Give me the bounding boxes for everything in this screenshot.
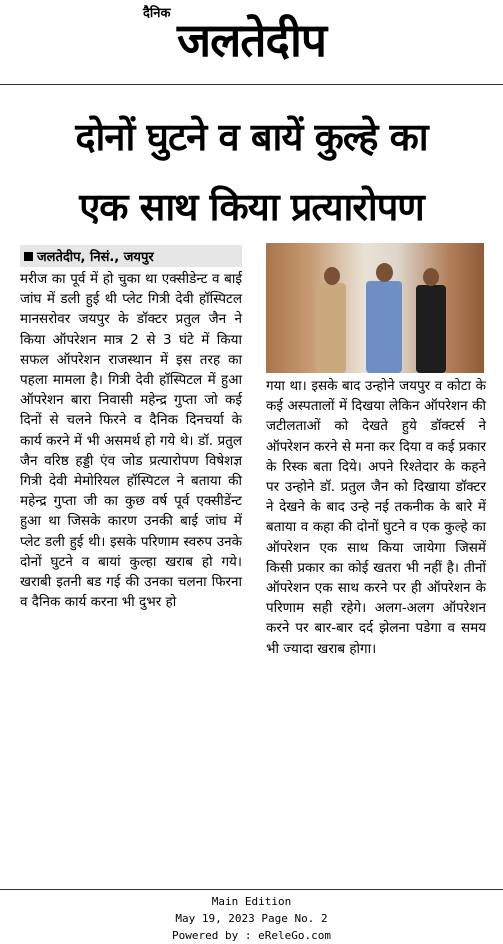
headline-line-2: एक साथ किया प्रत्यारोपण bbox=[79, 185, 424, 229]
footer-powered-by: Powered by : eReleGo.com bbox=[172, 929, 331, 942]
footer-edition: Main Edition bbox=[211, 895, 292, 908]
masthead-small-title: दैनिक bbox=[143, 6, 171, 21]
article-column-right bbox=[266, 243, 486, 659]
article-photo bbox=[266, 243, 484, 373]
masthead bbox=[0, 0, 503, 85]
headline-line-1: दोनों घुटने व बायें कुल्हे का bbox=[75, 115, 428, 159]
square-bullet-icon bbox=[24, 252, 33, 261]
footer-date: May 19, 2023 Page No. 2 bbox=[175, 912, 328, 925]
article-text-right: गया था। इसके बाद उन्होने जयपुर व कोटा के कई अस्पतालों में दिखया लेकिन ऑपरेशन की जटीलताओं को देखते हुये डॉक्टर्स ने ऑपरेशन करने से मना कर दिया व कई प्रकार के रिस्क बता दिये। अपने रिश्तेदार के कहने पर उन्होने डॉ. प्रतुल जैन को दिखाया डॉक्टर ने देखने के बाद उन्हे नई तकनीक के बारे में बताया व कहा की दोनों घुटने व एक कुल्हे का ऑपरेशन एक साथ किया जायेगा जिसमें किसी प्रकार का कोई खतरा भी नहीं है। तीनों ऑपरेशन एक साथ करने पर ही ऑपरेशन के परिणाम सही रहेगे। अलग-अलग ऑपरेशन करने पर बार-बार दर्द झेलना पडेगा व समय भी ज्यादा खराब होगा। bbox=[266, 378, 486, 657]
article-column-left bbox=[20, 245, 242, 612]
byline bbox=[20, 245, 242, 267]
page-footer bbox=[0, 889, 503, 944]
masthead-title: जलतेदीप bbox=[176, 13, 326, 67]
article-text-left: मरीज का पूर्व में हो चुका था एक्सीडेन्ट व बाई जांघ में डली हुई थी प्लेट गित्री देवी हॉस्पिटल मानसरोवर जयपुर के डॉक्टर प्रतुल जैन ने किया ऑपरेशन मात्र 2 से 3 घंटे में किया सफल ऑपरेशन राजस्थान में इस तरह का पहला मामला है। गित्री देवी हॉस्पिटल में हुआ ऑपरेशन बारा निवासी महेन्द्र गुप्ता जो कई दिनों से चलने फिरने व दैनिक दिनचर्या के कार्य करने में भी असमर्थ हो गये थे। डॉ. प्रतुल जैन वरिष्ठ हड्डी एंव जोड प्रत्यारोपण विषेशज्ञ गित्री देवी मेमोरियल हॉस्पिटल ने बताया की महेन्द्र गुप्ता जी का कुछ वर्ष पूर्व एक्सीडेंन्ट हुआ था जिसके कारण उनकी बाई जांघ में प्लेट डली हुई थी। इसके परिणाम स्वरुप उनके दोनों घुटने व बायां कुल्हा खराब हो गये। खराबी इतनी बड गई की उनका चलना फिरना व दैनिक कार्य करना भी दुभर हो bbox=[20, 271, 242, 611]
byline-text: जलतेदीप, निसं., जयपुर bbox=[37, 250, 154, 265]
